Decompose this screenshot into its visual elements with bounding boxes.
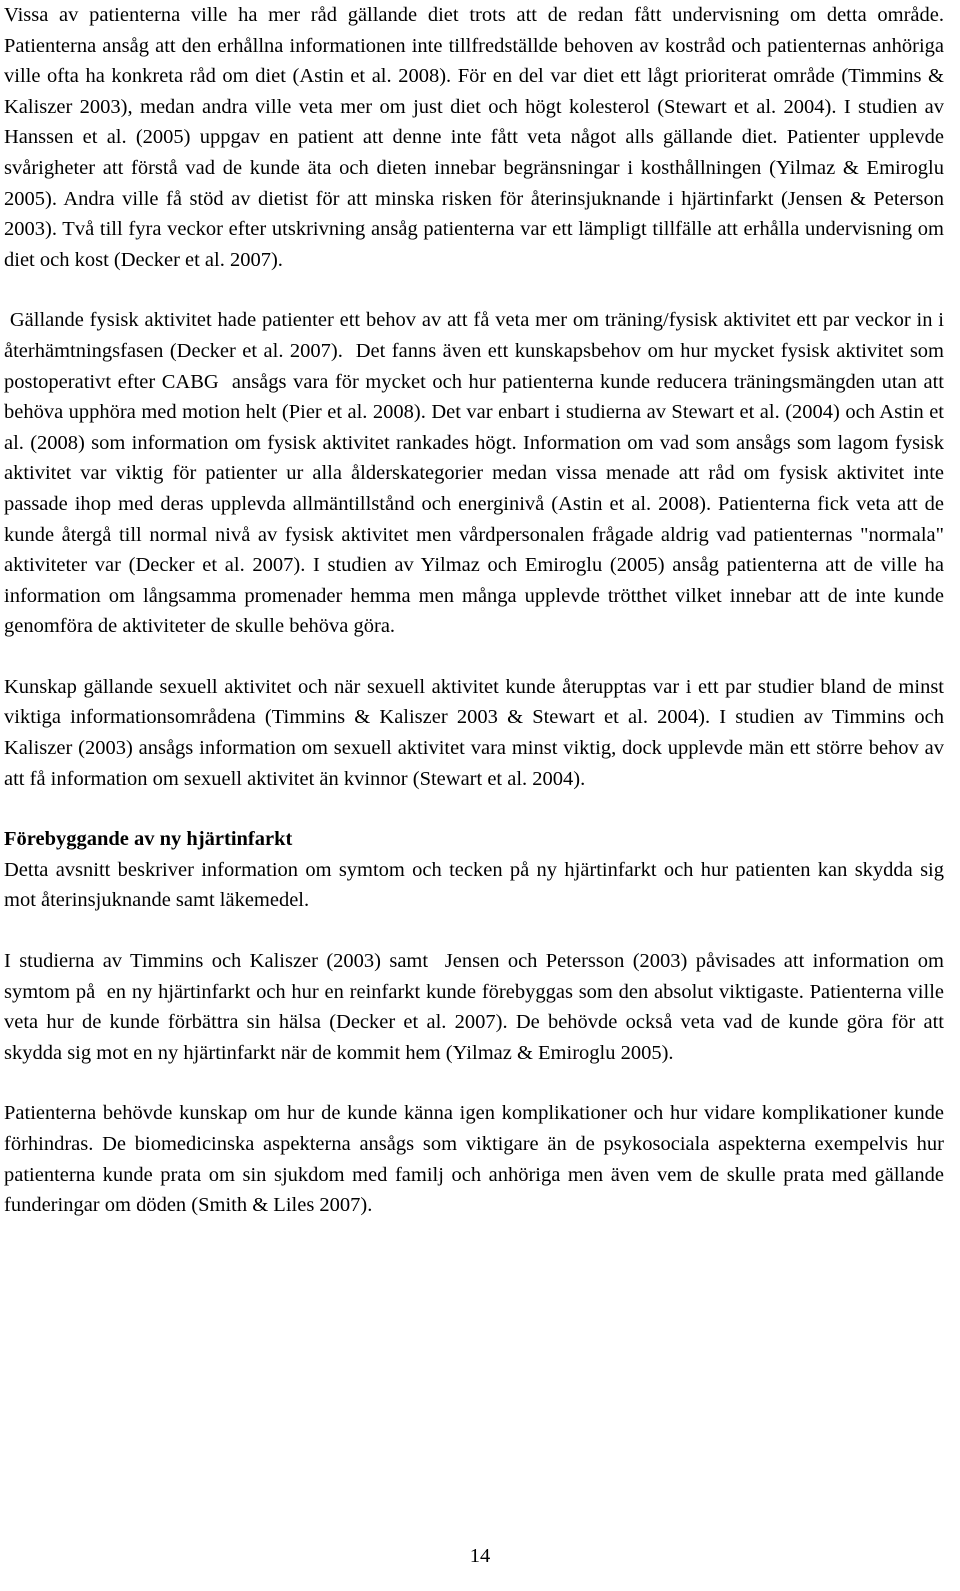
section-heading: Förebyggande av ny hjärtinfarkt (4, 828, 293, 851)
document-page (4, 0, 950, 1221)
paragraph-diet: Vissa av patienterna ville ha mer råd gällande diet trots att de redan fått undervisning om detta område. Patienterna ansåg att den erhållna informationen inte tillfredställde behoven av kostråd och patienternas anhöriga ville ofta ha konkreta råd om diet (Astin et al. 2008). För en del var diet ett lågt prioriterat område (Timmins & Kaliszer 2003), medan andra ville veta mer om just diet och högt kolesterol (Stewart et al. 2004). I studien av Hanssen et al. (2005) uppgav en patient att denne inte fått veta något alls gällande diet. Patienter upplevde svårigheter att förstå vad de kunde äta och dieten innebar begränsningar i kosthållningen (Yilmaz & Emiroglu 2005). Andra ville få stöd av dietist för att minska risken för återinsjuknande i hjärtinfarkt (Jensen & Peterson 2003). Två till fyra veckor efter utskrivning ansåg patienterna var ett lämpligt tillfälle att erhålla undervisning om diet och kost (Decker et al. 2007). (4, 4, 944, 271)
paragraph-complications: Patienterna behövde kunskap om hur de kunde känna igen komplikationer och hur vidare komplikationer kunde förhindras. De biomedicinska aspekterna ansågs som viktigare än de psykosociala aspekterna exempelvis hur patienterna kunde prata om sin sjukdom med familj och anhöriga men även vem de skulle prata med gällande funderingar om döden (Smith & Liles 2007). (4, 1102, 944, 1217)
paragraph-symptoms: I studierna av Timmins och Kaliszer (2003) samt Jensen och Petersson (2003) påvisades att information om symtom på en ny hjärtinfarkt och hur en reinfarkt kunde förebyggas som den absolut viktigaste. Patienterna ville veta hur de kunde förbättra sin hälsa (Decker et al. 2007). De behövde också veta vad de kunde göra för att skydda sig mot en ny hjärtinfarkt när de kommit hem (Yilmaz & Emiroglu 2005). (4, 950, 950, 1064)
page-number: 14 (469, 1545, 491, 1567)
paragraph-physical-activity: Gällande fysisk aktivitet hade patienter ett behov av att få veta mer om träning/fysisk aktivitet ett par veckor in i återhämtningsfasen (Decker et al. 2007). Det fanns även ett kunskapsbehov om hur mycket fysisk aktivitet som postoperativt efter CABG ansågs vara för mycket och hur patienterna kunde reducera träningsmängden utan att behöva upphöra med motion helt (Pier et al. 2008). Det var enbart i studierna av Stewart et al. (2004) och Astin et al. (2008) som information om fysisk aktivitet rankades högt. Information om vad som ansågs som lagom fysisk aktivitet var viktig för patienter ur alla ålderskategorier medan vissa menade att råd om fysisk aktivitet inte passade ihop med deras upplevda allmäntillstånd och energinivå (Astin et al. 2008). Patienterna fick veta att de kunde återgå till normal nivå av fysisk aktivitet men vårdpersonalen frågade aldrig vad patienternas "normala" aktiviteter var (Decker et al. 2007). I studien av Yilmaz och Emiroglu (2005) ansåg patienterna att de ville ha information om långsamma promenader hemma men många upplevde trötthet vilket innebar att de inte kunde genomföra de aktiviteter de skulle behöva göra. (4, 309, 950, 638)
paragraph-sexual-activity: Kunskap gällande sexuell aktivitet och när sexuell aktivitet kunde återupptas var i ett par studier bland de minst viktiga informationsområdena (Timmins & Kaliszer 2003 & Stewart et al. 2004). I studien av Timmins och Kaliszer (2003) ansågs information om sexuell aktivitet vara minst viktig, dock upplevde män ett större behov av att få information om sexuell aktivitet än kvinnor (Stewart et al. 2004). (4, 675, 944, 790)
paragraph-section-intro: Detta avsnitt beskriver information om symtom och tecken på ny hjärtinfarkt och hur patienten kan skydda sig mot återinsjuknande samt läkemedel. (4, 858, 944, 912)
